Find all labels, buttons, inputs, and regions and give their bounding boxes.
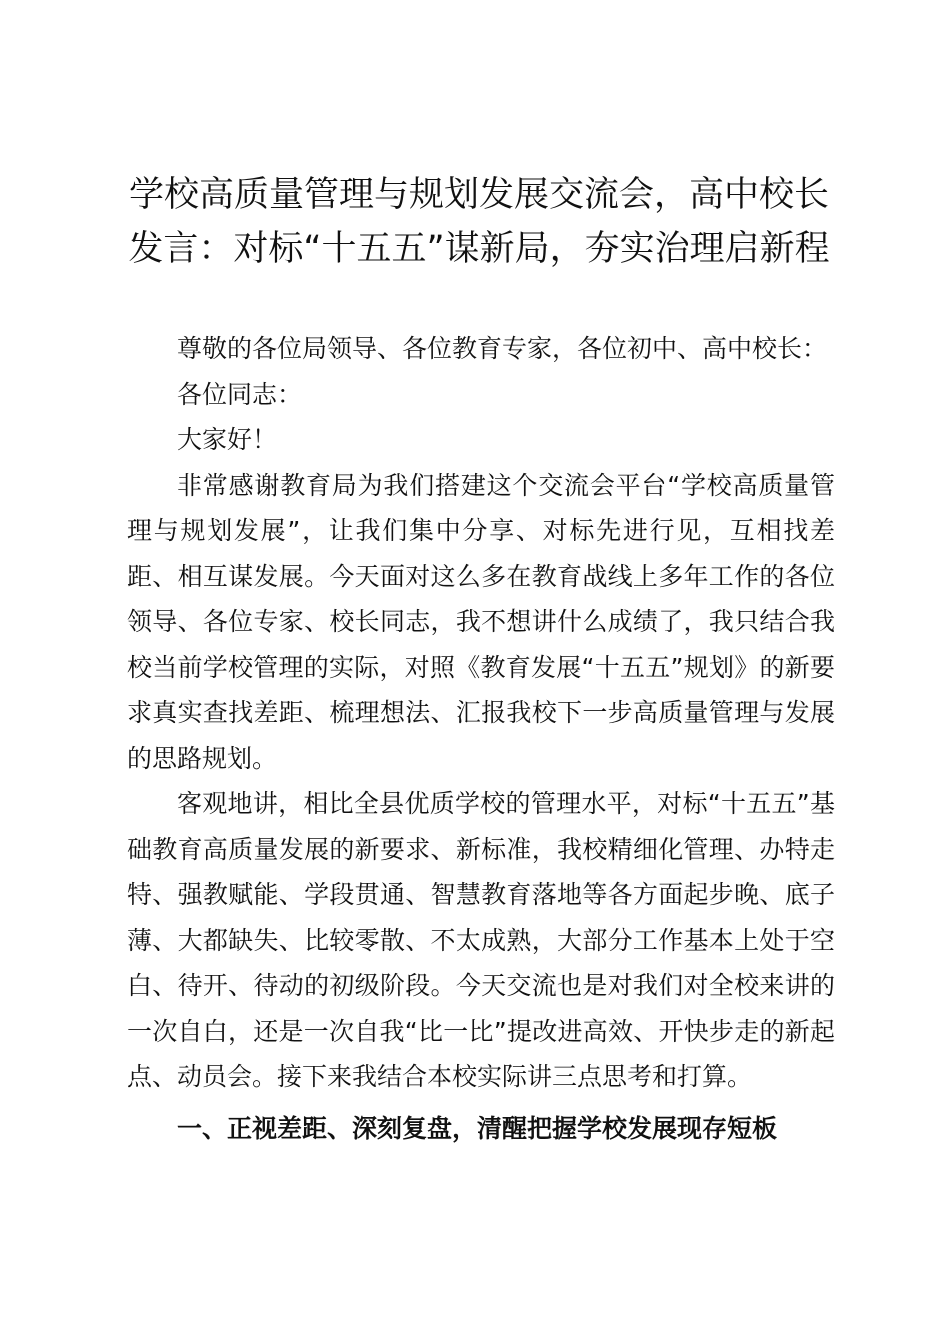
greeting-comrades: 各位同志： xyxy=(177,379,303,409)
paragraph: 客观地讲，相比全县优质学校的管理水平，对标“十五五”基础教育高质量发展的新要求、新标准，我校精细化管理、办特走特、强教赋能、学段贯通、智慧教育落地等各方面起步晚、底子薄、大都缺失、比较零散、不太成熟，大部分工作基本上处于空白、待开、待动的初级阶段。今天交流也是对我们对全校来讲的一次自白，还是一次自我“比一比”提改进高效、开快步走的新起点、动员会。接下来我结合本校实际讲三点思考和打算。 xyxy=(127,789,835,1091)
document-body xyxy=(127,326,835,1151)
salutation: 尊敬的各位局领导、各位教育专家，各位初中、高中校长： xyxy=(177,334,828,363)
paragraph: 非常感谢教育局为我们搭建这个交流会平台“学校高质量管理与规划发展”，让我们集中分享、对标先进行见，互相找差距、相互谋发展。今天面对这么多在教育战线上多年工作的各位领导、各位专家、校长同志，我不想讲什么成绩了，我只结合我校当前学校管理的实际，对照《教育发展“十五五”规划》的新要求真实查找差距、梳理想法、汇报我校下一步高质量管理与发展的思路规划。 xyxy=(127,470,835,773)
document-title: 学校高质量管理与规划发展交流会，高中校长发言：对标“十五五”谋新局，夯实治理启新程 xyxy=(128,175,830,269)
greeting-hello: 大家好！ xyxy=(177,425,278,454)
section-heading: 一、正视差距、深刻复盘，清醒把握学校发展现存短板 xyxy=(177,1113,778,1143)
